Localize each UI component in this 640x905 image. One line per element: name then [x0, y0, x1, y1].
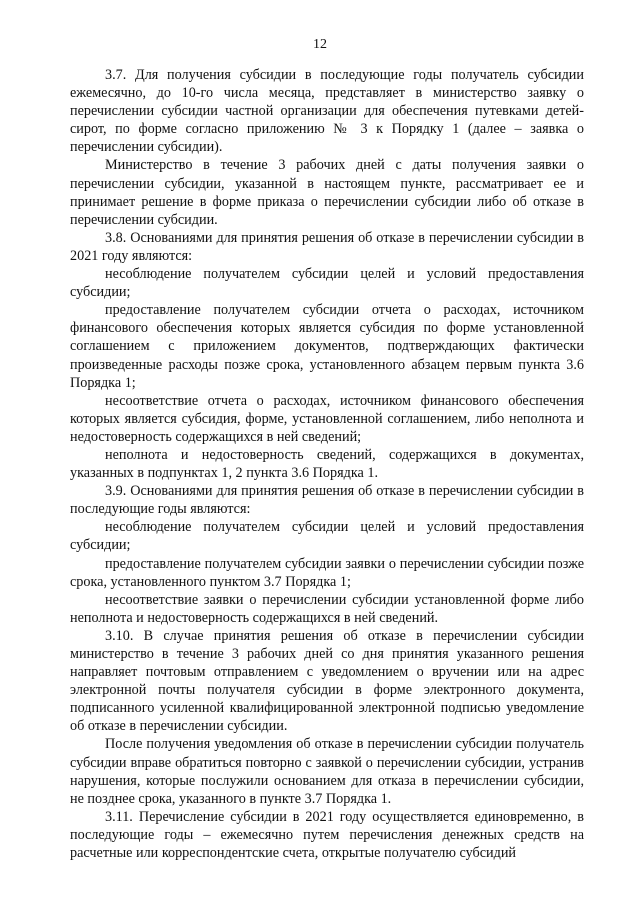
paragraph-3-8: 3.8. Основаниями для принятия решения об отказе в перечислении субсидии в 2021 году являются:	[70, 229, 584, 264]
refusal-ground-2021-2: предоставление получателем субсидии отчета о расходах, источником финансового обеспечения которых является субсидия по форме установленной соглашением с приложением документов, подтверждающих фактически произведенные расходы позже срока, установленного абзацем первым пункта 3.6 Порядка 1;	[70, 302, 584, 391]
paragraph-reapplication: После получения уведомления об отказе в перечислении субсидии получатель субсидии вправе обратиться повторно с заявкой о перечислении субсидии, устранив нарушения, которые послужили основанием для отказа в перечислении субсидии, не позднее срока, указанного в пункте 3.7 Порядка 1.	[70, 736, 584, 807]
refusal-ground-2021-4: неполнота и недостоверность сведений, содержащихся в документах, указанных в подпунктах 1, 2 пункта 3.6 Порядка 1.	[70, 446, 584, 482]
page-number: 12	[313, 37, 327, 52]
paragraph-3-9: 3.9. Основаниями для принятия решения об отказе в перечислении субсидии в последующие годы являются:	[70, 483, 584, 518]
refusal-ground-later-3: несоответствие заявки о перечислении субсидии установленной форме либо неполнота и недостоверность содержащихся в ней сведений.	[70, 591, 584, 626]
paragraph-3-11: 3.11. Перечисление субсидии в 2021 году осуществляется единовременно, в последующие годы – ежемесячно путем перечисления денежных средств на расчетные или корреспондентские счета, открытые получателю субсидий	[70, 808, 584, 862]
refusal-ground-later-1: несоблюдение получателем субсидии целей и условий предоставления субсидии;	[70, 519, 584, 554]
refusal-ground-2021-3: несоответствие отчета о расходах, источником финансового обеспечения которых является субсидия, форме, установленной соглашением, либо неполнота и недостоверность содержащихся в ней сведений;	[70, 392, 584, 445]
paragraph-3-10: 3.10. В случае принятия решения об отказе в перечислении субсидии министерство в течение 3 рабочих дней со дня принятия указанного решения направляет почтовым отправлением с уведомлением о вручении или на адрес электронной почты получателя субсидии в форме электронного документа, подписанного усиленной квалифицированной электронной подписью уведомление об отказе в перечислении субсидии.	[70, 627, 584, 735]
paragraph-ministry-review: Министерство в течение 3 рабочих дней с даты получения заявки о перечислении субсидии, указанной в настоящем пункте, рассматривает ее и принимает решение в форме приказа о перечислении субсидии либо об отказе в перечислении субсидии.	[70, 157, 584, 228]
refusal-ground-2021-1: несоблюдение получателем субсидии целей и условий предоставления субсидии;	[70, 266, 584, 301]
paragraph-3-7: 3.7. Для получения субсидии в последующие годы получатель субсидии ежемесячно, до 10-го числа месяца, представляет в министерство заявку о перечислении субсидии частной организации для обеспечения путевками детей-сирот, по форме согласно приложению № 3 к Порядку 1 (далее – заявка о перечислении субсидии).	[70, 67, 584, 156]
refusal-ground-later-2: предоставление получателем субсидии заявки о перечислении субсидии позже срока, установленного пунктом 3.7 Порядка 1;	[70, 555, 584, 590]
document-body	[70, 66, 584, 862]
